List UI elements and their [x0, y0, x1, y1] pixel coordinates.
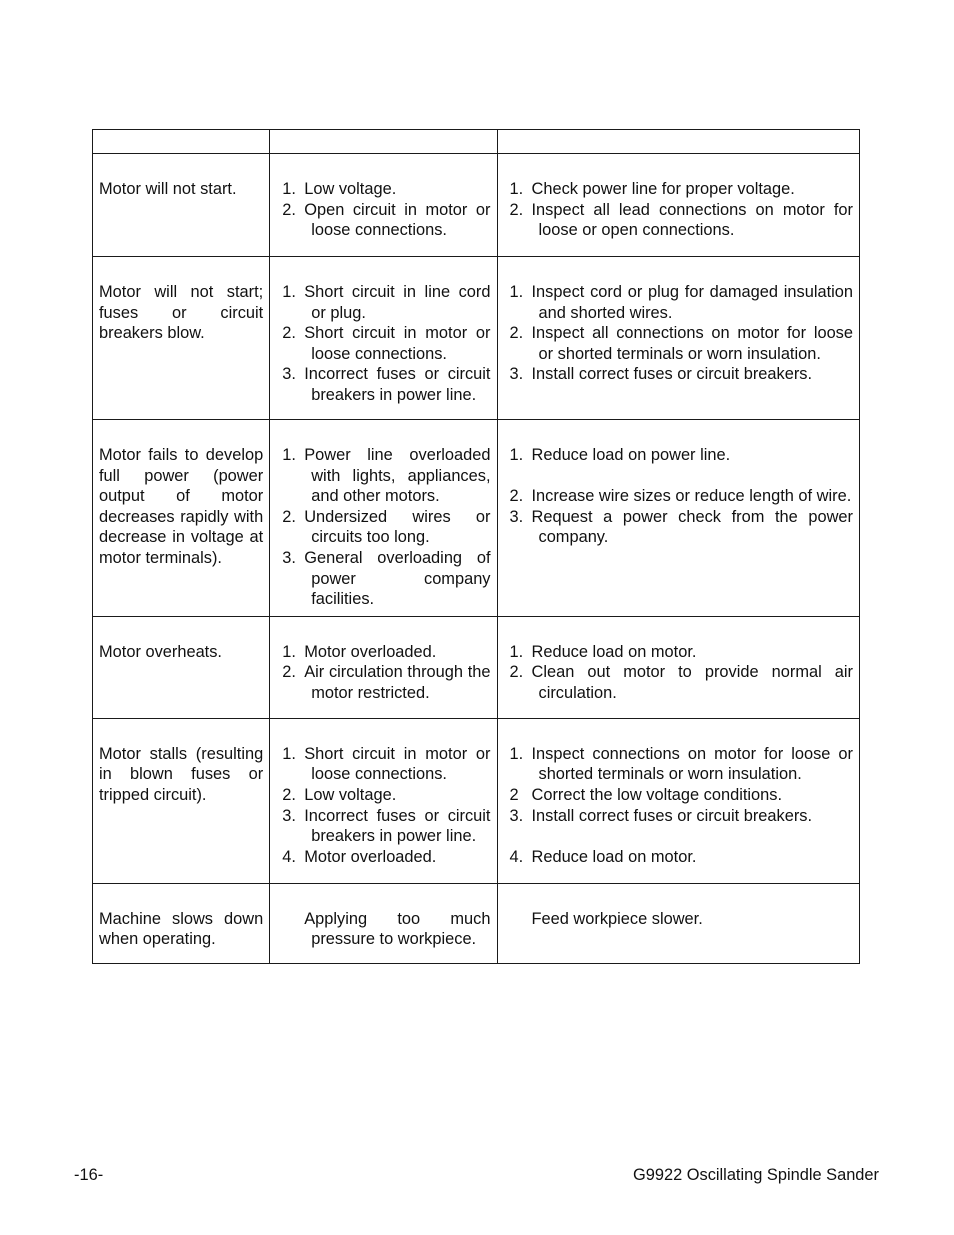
item-number: 1. — [282, 642, 296, 661]
table-row — [93, 883, 860, 963]
cause-item — [276, 445, 490, 507]
correction-item — [504, 909, 854, 930]
correction-list — [504, 445, 854, 548]
correction-item — [504, 364, 854, 385]
cause-cell — [270, 616, 497, 718]
item-text: Motor overloaded. — [304, 847, 437, 866]
item-number: 1. — [282, 180, 296, 198]
symptom-text: Motor will not start; fuses or circuit breakers blow. — [99, 283, 264, 343]
item-text: Reduce load on motor. — [531, 847, 697, 866]
cause-item — [276, 179, 490, 200]
correction-item — [504, 847, 854, 868]
cause-cell — [270, 154, 497, 257]
cause-item — [276, 909, 490, 950]
cause-item — [276, 662, 490, 703]
header-cell-correction — [497, 130, 860, 154]
correction-cell — [497, 154, 860, 257]
cause-list — [276, 445, 490, 610]
cause-list — [276, 909, 490, 950]
cause-cell — [270, 257, 497, 420]
item-text: Increase wire sizes or reduce length of wire. — [531, 487, 852, 506]
item-text: Request a power check from the power company. — [531, 507, 853, 547]
header-cell-cause — [270, 130, 497, 154]
page-number: -16- — [74, 1166, 104, 1184]
troubleshooting-table — [92, 129, 860, 964]
correction-item — [504, 806, 854, 827]
symptom-text: Motor will not start. — [99, 180, 237, 198]
item-number: 2 — [509, 785, 519, 804]
item-number: 1. — [509, 180, 524, 198]
item-number: 2. — [509, 487, 524, 506]
correction-list — [504, 282, 854, 385]
cause-item — [276, 282, 490, 323]
item-text: Short circuit in motor or loose connections. — [304, 744, 491, 784]
item-text: Install correct fuses or circuit breakers. — [531, 806, 813, 825]
cause-cell — [270, 883, 497, 963]
item-number: 2. — [509, 200, 524, 219]
table-header-row — [93, 130, 860, 154]
item-number: 2. — [282, 785, 296, 804]
manual-title: G9922 Oscillating Spindle Sander — [632, 1166, 879, 1184]
item-text: Air circulation through the motor restricted. — [304, 663, 491, 702]
cause-item — [276, 323, 490, 364]
cause-item — [276, 364, 490, 405]
table-row — [93, 257, 860, 420]
correction-item — [504, 445, 854, 466]
correction-cell — [497, 257, 860, 420]
item-text: Low voltage. — [304, 785, 397, 804]
item-number: 2. — [282, 324, 296, 343]
item-number: 2. — [509, 663, 524, 682]
item-number: 1. — [282, 744, 296, 763]
item-number: 3. — [282, 806, 296, 825]
symptom-cell — [93, 257, 270, 420]
item-number: 1. — [282, 283, 296, 301]
item-number: 3. — [282, 365, 296, 384]
item-text: Short circuit in line cord or plug. — [304, 283, 491, 322]
symptom-cell — [93, 718, 270, 883]
correction-list — [504, 642, 854, 704]
header-cell-symptom — [93, 130, 270, 154]
item-text: Inspect all connections on motor for loose or shorted terminals or worn insulation. — [531, 324, 853, 363]
correction-item — [504, 200, 854, 241]
item-text: Short circuit in motor or loose connections. — [304, 324, 491, 363]
correction-item — [504, 323, 854, 364]
cause-cell — [270, 420, 497, 617]
item-text: Inspect connections on motor for loose or shorted terminals or worn insulation. — [531, 744, 853, 784]
item-text: Reduce load on motor. — [531, 642, 697, 661]
item-text: Correct the low voltage conditions. — [531, 785, 783, 804]
item-number: 1. — [509, 642, 524, 661]
correction-item — [504, 785, 854, 806]
correction-cell — [497, 883, 860, 963]
correction-list — [504, 744, 854, 868]
item-text: Install correct fuses or circuit breakers. — [531, 365, 813, 384]
item-number: 2. — [509, 324, 524, 343]
item-text: Applying too much pressure to workpiece. — [304, 909, 491, 949]
cause-item — [276, 507, 490, 548]
item-text: Power line overloaded with lights, appliances, and other motors. — [304, 446, 491, 506]
item-text: Low voltage. — [304, 180, 397, 198]
item-text: Open circuit in motor or loose connections. — [304, 200, 491, 240]
item-text: Feed workpiece slower. — [531, 909, 703, 928]
item-number: 3. — [509, 507, 524, 526]
correction-item — [504, 507, 854, 548]
item-text: Inspect all lead connections on motor for loose or open connections. — [531, 200, 853, 240]
symptom-cell — [93, 616, 270, 718]
cause-item — [276, 642, 490, 663]
cause-list — [276, 282, 490, 406]
item-text: Incorrect fuses or circuit breakers in power line. — [304, 806, 491, 846]
symptom-text: Motor overheats. — [99, 642, 222, 661]
symptom-text: Motor stalls (resulting in blown fuses or tripped circuit). — [99, 744, 264, 804]
cause-item — [276, 548, 490, 610]
correction-cell — [497, 718, 860, 883]
symptom-text: Machine slows down when operating. — [99, 909, 264, 949]
correction-item — [504, 744, 854, 785]
cause-cell — [270, 718, 497, 883]
item-text: Motor overloaded. — [304, 642, 437, 661]
item-text: General overloading of power company facilities. — [304, 548, 491, 609]
item-text: Clean out motor to provide normal air circulation. — [531, 663, 853, 702]
item-text: Check power line for proper voltage. — [531, 180, 795, 198]
table-row — [93, 154, 860, 257]
correction-item — [504, 179, 854, 200]
item-text: Undersized wires or circuits too long. — [304, 507, 491, 547]
correction-item — [504, 662, 854, 703]
item-number: 4. — [509, 847, 524, 866]
cause-item — [276, 200, 490, 241]
table-row — [93, 616, 860, 718]
correction-item — [504, 486, 854, 507]
item-text: Inspect cord or plug for damaged insulation and shorted wires. — [531, 283, 853, 322]
item-text: Reduce load on power line. — [531, 446, 731, 464]
item-number: 1. — [509, 283, 524, 301]
symptom-cell — [93, 883, 270, 963]
item-number: 2. — [282, 200, 296, 219]
item-text: Incorrect fuses or circuit breakers in power line. — [304, 365, 491, 404]
cause-item — [276, 847, 490, 868]
table-row — [93, 718, 860, 883]
item-number: 1. — [509, 446, 524, 464]
cause-list — [276, 179, 490, 241]
item-number: 3. — [282, 548, 296, 567]
correction-cell — [497, 616, 860, 718]
symptom-text: Motor fails to develop full power (power output of motor decreases rapidly with decrease in voltage at motor terminals). — [99, 446, 264, 567]
correction-list — [504, 909, 854, 930]
correction-item — [504, 642, 854, 663]
item-number: 4. — [282, 847, 296, 866]
cause-item — [276, 806, 490, 847]
correction-item — [504, 282, 854, 323]
correction-list — [504, 179, 854, 241]
correction-cell — [497, 420, 860, 617]
item-number: 1. — [509, 744, 524, 763]
item-number: 2. — [282, 507, 296, 526]
cause-list — [276, 744, 490, 868]
cause-item — [276, 785, 490, 806]
item-number: 1. — [282, 446, 296, 464]
item-number: 3. — [509, 365, 524, 384]
symptom-cell — [93, 154, 270, 257]
symptom-cell — [93, 420, 270, 617]
table-row — [93, 420, 860, 617]
cause-list — [276, 642, 490, 704]
item-number: 2. — [282, 663, 296, 682]
item-number: 3. — [509, 806, 524, 825]
cause-item — [276, 744, 490, 785]
